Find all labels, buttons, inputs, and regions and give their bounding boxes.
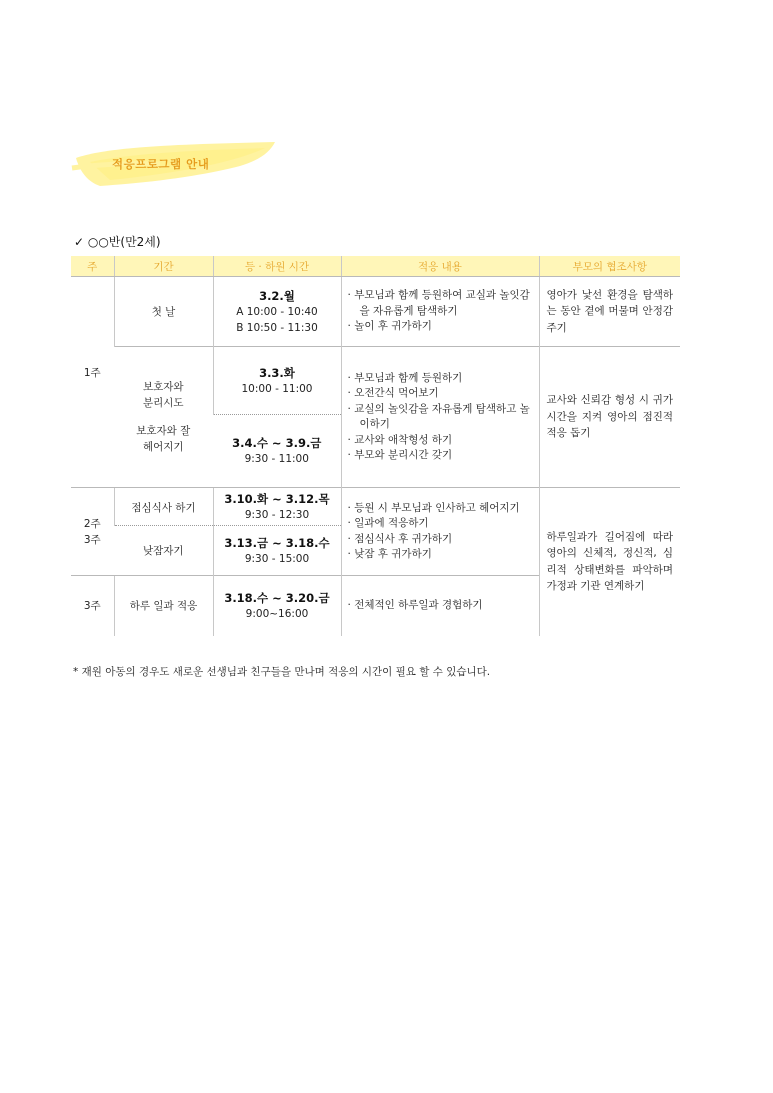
table-row xyxy=(71,277,680,347)
col-header-time: 등 · 하원 시간 xyxy=(213,256,341,277)
content-cell: · 부모님과 함께 등원하여 교실과 놀잇감을 자유롭게 탐색하기 · 놀이 후 귀가하기 xyxy=(341,277,539,347)
period-cell: 하루 일과 적응 xyxy=(114,576,213,636)
week-cell: 2주 3주 xyxy=(71,488,114,576)
time-cell: 3.18.수 ~ 3.20.금 9:00~16:00 xyxy=(213,576,341,636)
period-cell: 첫 날 xyxy=(114,277,213,347)
period-cell: 점심식사 하기 xyxy=(114,488,213,526)
table-row xyxy=(71,347,680,415)
page-title: 적응프로그램 안내 xyxy=(112,157,210,171)
period-cell: 낮잠자기 xyxy=(114,526,213,576)
table-row xyxy=(71,488,680,526)
week-cell: 1주 xyxy=(83,367,101,379)
time-cell: 3.2.월 A 10:00 - 10:40 B 10:50 - 11:30 xyxy=(213,277,341,347)
coop-cell: 교사와 신뢰감 형성 시 귀가시간을 지켜 영아의 점진적 적응 돕기 xyxy=(539,347,680,488)
col-header-week: 주 xyxy=(71,256,114,277)
coop-cell: 하루일과가 길어짐에 따라 영아의 신체적, 정신적, 심리적 상태변화를 파악하며 가정과 기관 연계하기 xyxy=(539,488,680,636)
time-cell: 3.3.화 10:00 - 11:00 xyxy=(213,347,341,415)
col-header-coop: 부모의 협조사항 xyxy=(539,256,680,277)
time-cell: 3.4.수 ~ 3.9.금 9:30 - 11:00 xyxy=(213,415,341,488)
time-cell: 3.10.화 ~ 3.12.목 9:30 - 12:30 xyxy=(213,488,341,526)
program-table xyxy=(71,256,680,636)
col-header-content: 적응 내용 xyxy=(341,256,539,277)
period-cell: 보호자와 분리시도 보호자와 잘 헤어지기 xyxy=(114,347,213,488)
content-cell: · 부모님과 함께 등원하기 · 오전간식 먹어보기 · 교실의 놀잇감을 자유롭게 탐색하고 놀이하기 · 교사와 애착형성 하기 · 부모와 분리시간 갖기 xyxy=(341,347,539,488)
time-cell: 3.13.금 ~ 3.18.수 9:30 - 15:00 xyxy=(213,526,341,576)
content-cell: · 등원 시 부모님과 인사하고 헤어지기 · 일과에 적응하기 · 점심식사 후 귀가하기 · 낮잠 후 귀가하기 xyxy=(341,488,539,576)
col-header-period: 기간 xyxy=(114,256,213,277)
week-cell: 3주 xyxy=(71,576,114,636)
content-cell: · 전체적인 하루일과 경험하기 xyxy=(341,576,539,636)
class-name: ✓ ○○반(만2세) xyxy=(74,235,161,249)
footnote: * 재원 아동의 경우도 새로운 선생님과 친구들을 만나며 적응의 시간이 필요 할 수 있습니다. xyxy=(73,666,491,678)
coop-cell: 영아가 낯선 환경을 탐색하는 동안 곁에 머물며 안정감 주기 xyxy=(539,277,680,347)
table-header-row xyxy=(71,256,680,277)
